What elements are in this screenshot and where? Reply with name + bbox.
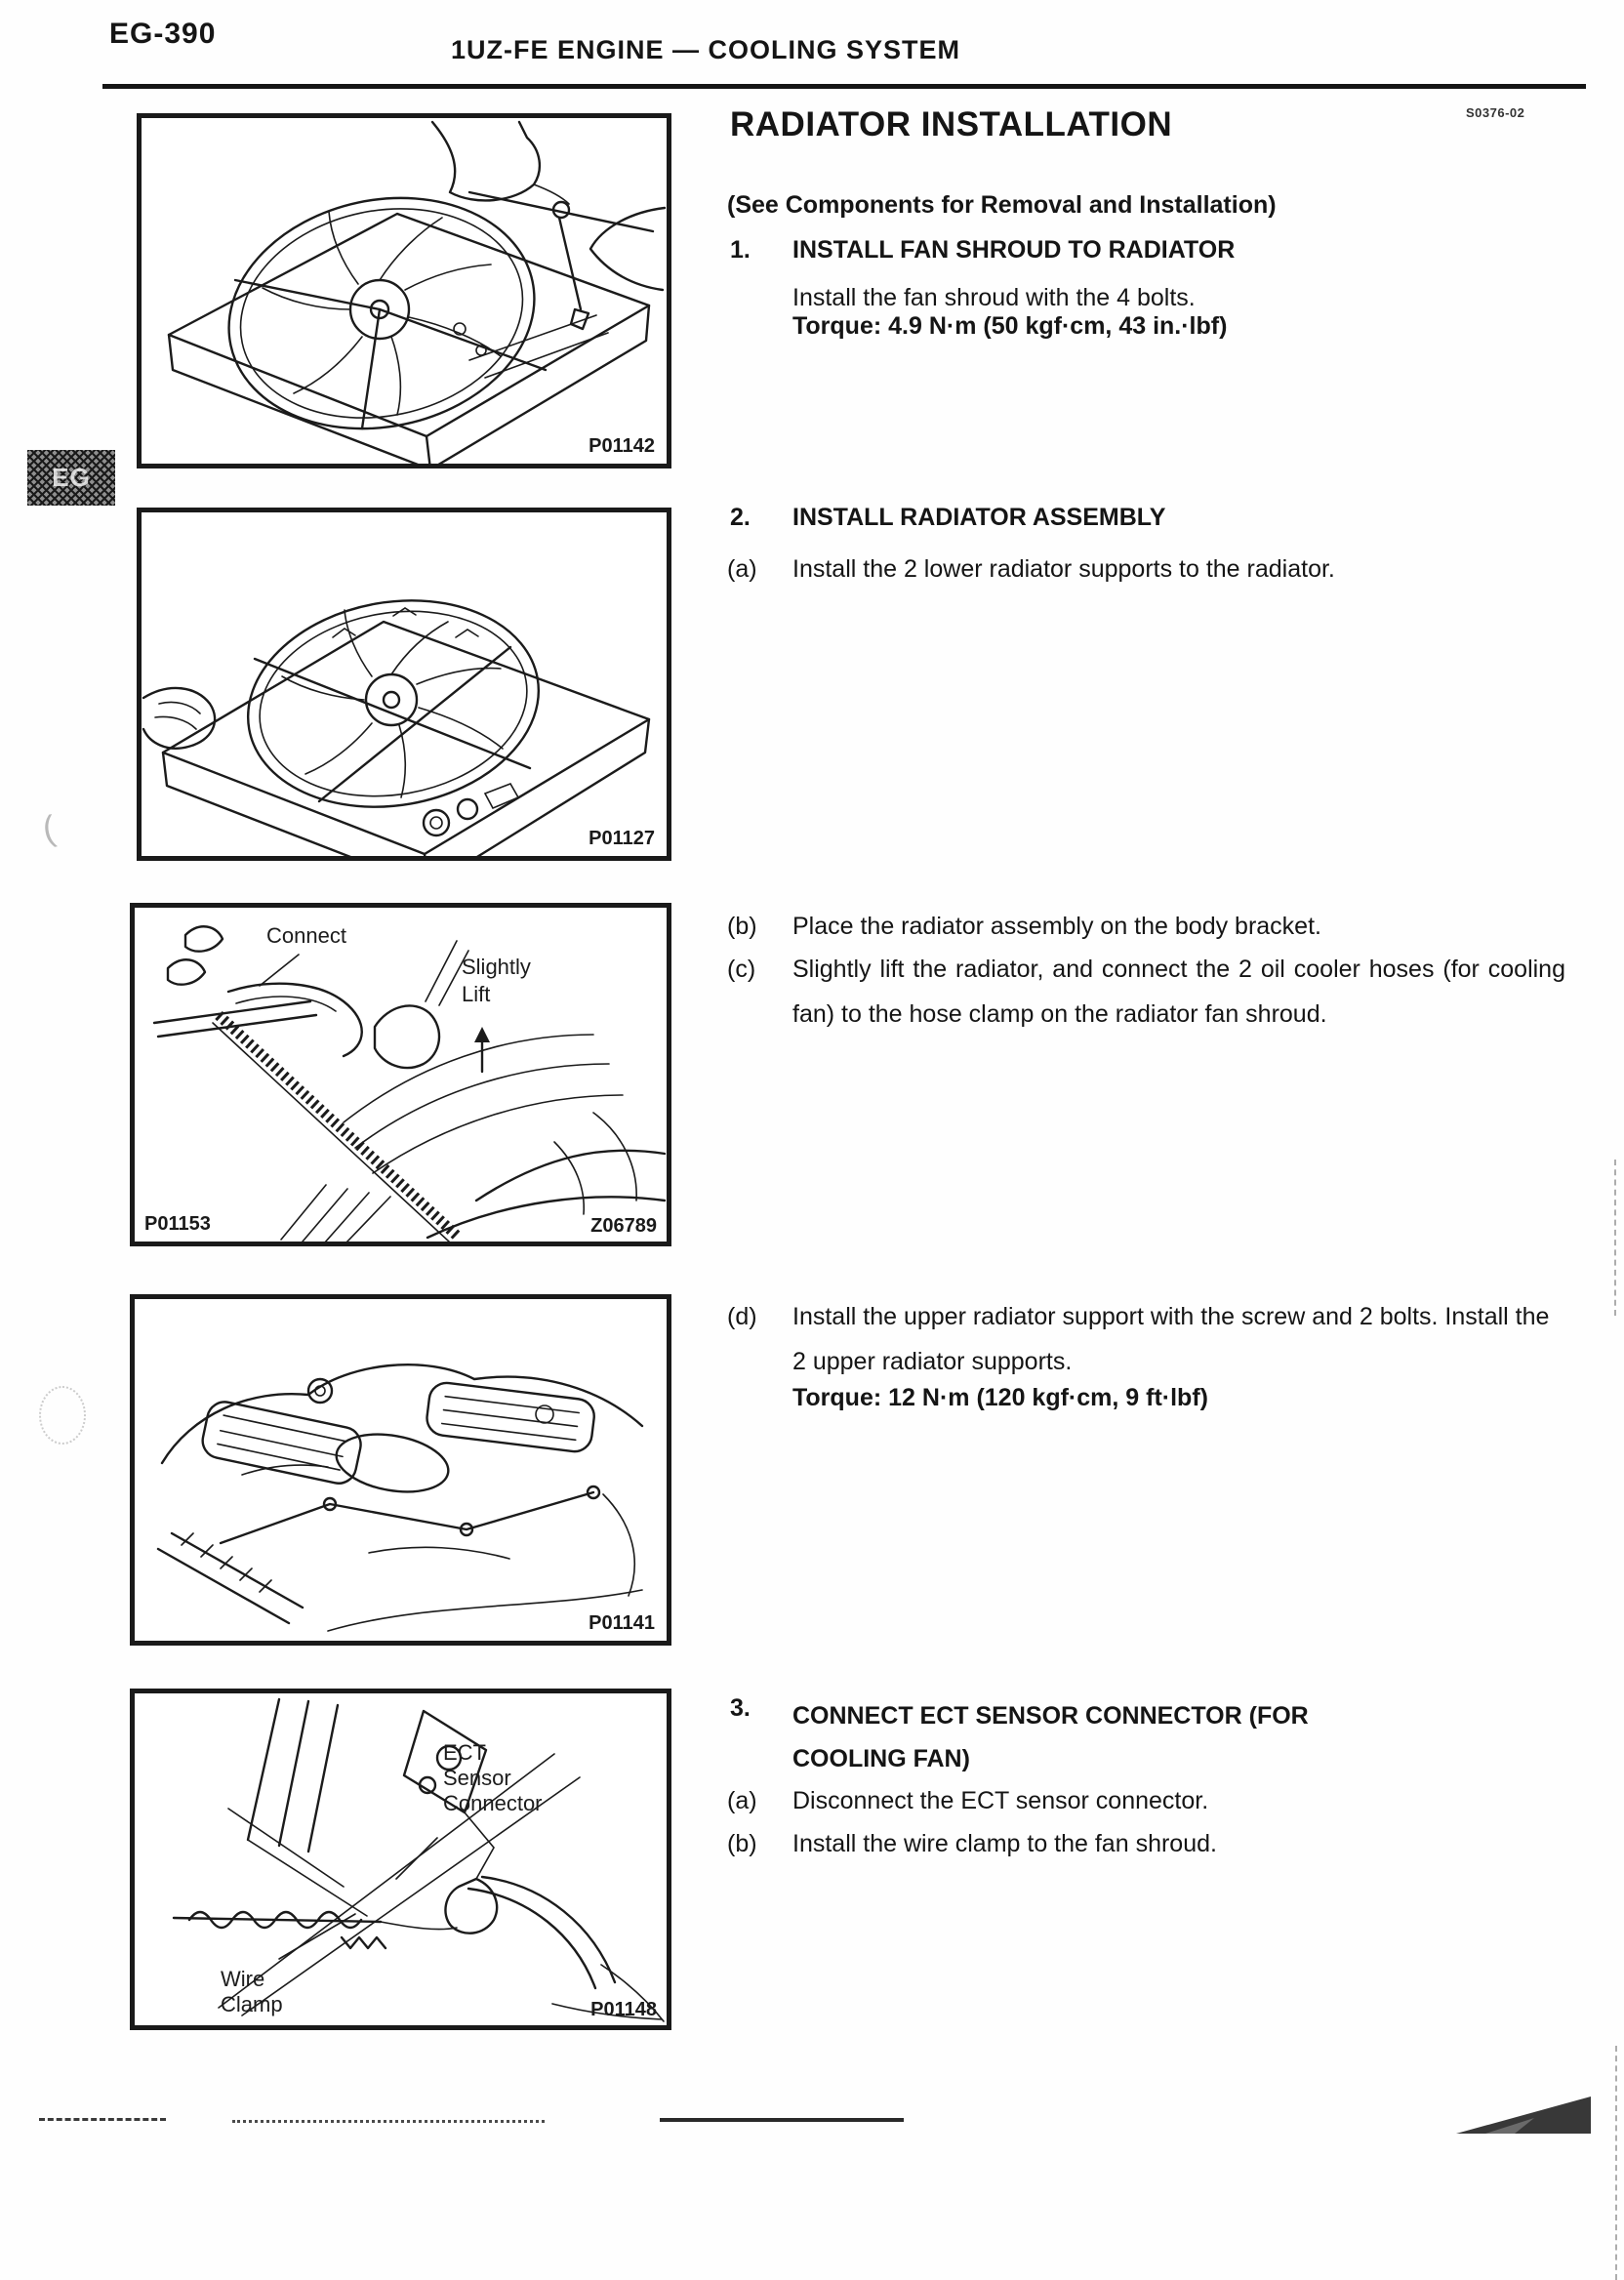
fig5-label-wire: Wire — [221, 1967, 265, 1991]
step2b-label: (b) — [727, 913, 757, 940]
figure-upper-support — [130, 1294, 671, 1646]
fig5-label-sensor: Sensor — [443, 1766, 511, 1790]
fig4-line-art — [135, 1299, 667, 1641]
step2-heading: INSTALL RADIATOR ASSEMBLY — [792, 504, 1166, 531]
step1-body: Install the fan shroud with the 4 bolts. — [792, 284, 1196, 311]
step2a-label: (a) — [727, 555, 757, 583]
scan-artifact-smudge — [1456, 2091, 1593, 2138]
step1-heading: INSTALL FAN SHROUD TO RADIATOR — [792, 236, 1236, 264]
fig3-label-connect: Connect — [266, 923, 346, 948]
step2d-text: Install the upper radiator support with the screw and 2 bolts. Install the 2 upper radiator supports. — [792, 1303, 1550, 1375]
figure-radiator-assembly — [137, 508, 671, 861]
figure-ect-connector — [130, 1689, 671, 2030]
fig3-label-slightly: Slightly — [462, 955, 531, 979]
scan-artifact-vdash2 — [1615, 2046, 1617, 2280]
scan-artifact-dash1 — [39, 2118, 166, 2121]
figure-code-right: Z06789 — [590, 1215, 657, 1237]
fig1-line-art — [142, 118, 667, 464]
figure-code: P01148 — [590, 1999, 657, 2020]
figure-connect-lift — [130, 903, 671, 1246]
step2d-label: (d) — [727, 1303, 757, 1330]
header-title: 1UZ-FE ENGINE — COOLING SYSTEM — [451, 35, 961, 64]
step3a-text: Disconnect the ECT sensor connector. — [792, 1787, 1209, 1814]
section-title: RADIATOR INSTALLATION — [730, 105, 1173, 143]
step2-number: 2. — [730, 504, 751, 531]
scan-artifact-vdash1 — [1614, 1160, 1616, 1316]
step2c-label: (c) — [727, 956, 756, 983]
fig5-label-ect: ECT — [443, 1740, 486, 1765]
figure-code: P01141 — [589, 1612, 655, 1634]
scan-artifact-dash3 — [660, 2118, 904, 2122]
fig5-label-connector: Connector — [443, 1791, 543, 1815]
fig3-label-lift: Lift — [462, 982, 491, 1006]
fig2-line-art — [142, 512, 667, 856]
step1-number: 1. — [730, 236, 751, 264]
step1-torque: Torque: 4.9 N·m (50 kgf·cm, 43 in.·lbf) — [792, 312, 1228, 340]
header-rule — [102, 84, 1586, 89]
step3-heading: CONNECT ECT SENSOR CONNECTOR (FOR COOLING FAN) — [792, 1702, 1309, 1772]
section-tab-label: EG — [52, 463, 91, 492]
fig5-line-art — [135, 1693, 667, 2025]
figure-code: P01127 — [589, 828, 655, 849]
section-tab-eg — [27, 450, 115, 506]
step3a-label: (a) — [727, 1787, 757, 1814]
fig3-line-art — [135, 908, 667, 1242]
figure-fan-shroud-install — [137, 113, 671, 468]
scan-artifact-dash2 — [232, 2120, 545, 2123]
step3b-text: Install the wire clamp to the fan shroud. — [792, 1830, 1217, 1857]
step2c-text: Slightly lift the radiator, and connect the 2 oil cooler hoses (for cooling fan) to the hose clamp on the radiator fan shroud. — [792, 956, 1565, 1028]
page-number: EG-390 — [109, 18, 217, 50]
scan-artifact-paren: ( — [39, 807, 59, 849]
step3-number: 3. — [730, 1694, 751, 1722]
step2d-torque: Torque: 12 N·m (120 kgf·cm, 9 ft·lbf) — [792, 1384, 1208, 1411]
step2a-text: Install the 2 lower radiator supports to the radiator. — [792, 555, 1335, 583]
section-subtitle: (See Components for Removal and Installation) — [727, 191, 1277, 219]
fig5-label-clamp: Clamp — [221, 1992, 283, 2016]
section-code: S0376-02 — [1466, 105, 1525, 120]
scan-artifact-circle — [39, 1386, 86, 1445]
figure-code: P01142 — [589, 435, 655, 457]
step3b-label: (b) — [727, 1830, 757, 1857]
figure-code-left: P01153 — [144, 1213, 211, 1235]
step2b-text: Place the radiator assembly on the body bracket. — [792, 913, 1321, 940]
